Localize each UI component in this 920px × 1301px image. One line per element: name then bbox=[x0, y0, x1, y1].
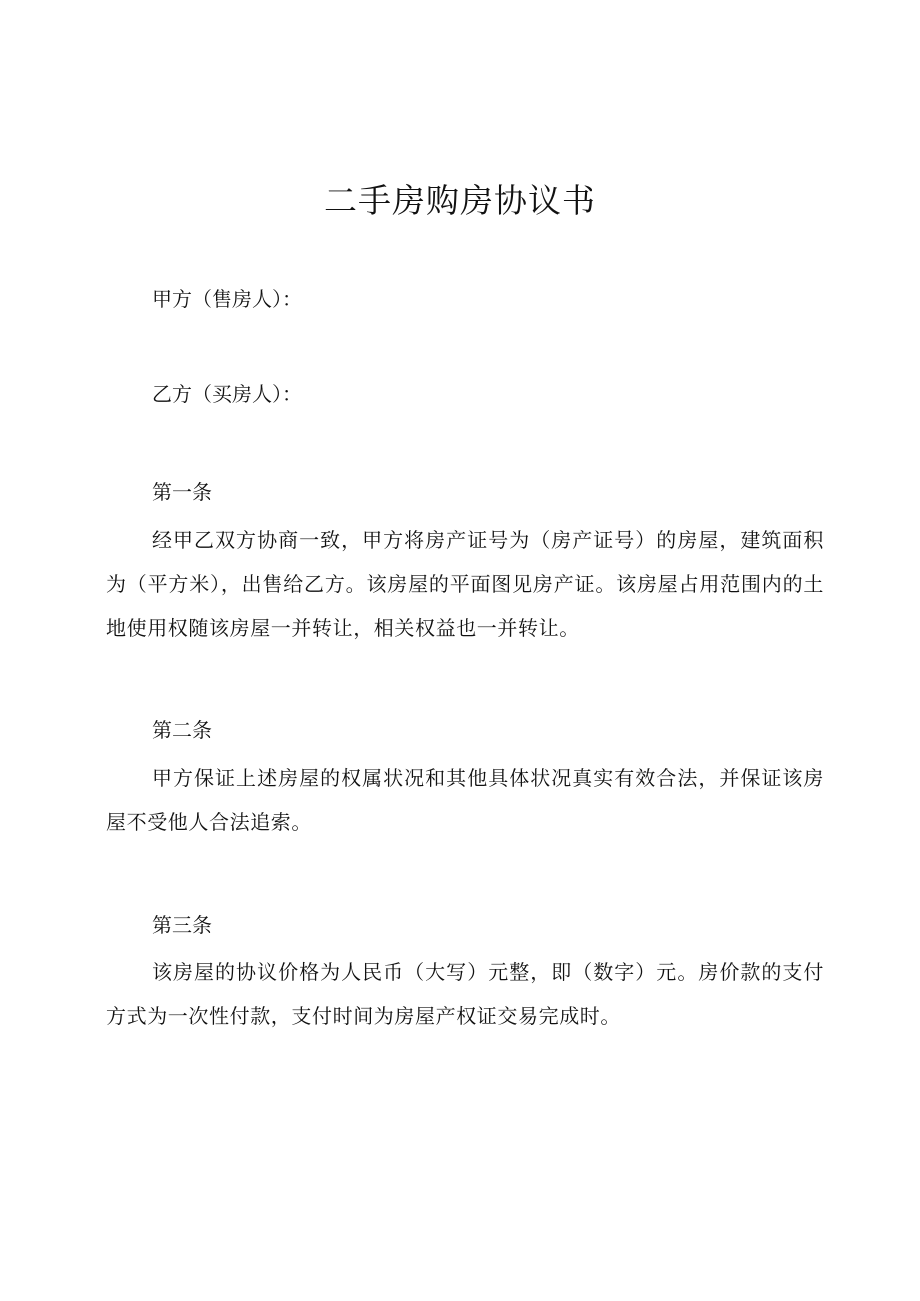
document-title: 二手房购房协议书 bbox=[324, 181, 596, 220]
party-a-label: 甲方（售房人）： bbox=[152, 287, 302, 311]
article-3-text: 该房屋的协议价格为人民币（大写）元整，即（数字）元。房价款的支付方式为一次性付款，支付时间为房屋产权证交易完成时。 bbox=[106, 960, 824, 1028]
article-3-heading: 第三条 bbox=[152, 913, 212, 937]
article-2-heading: 第二条 bbox=[152, 718, 212, 742]
article-2-text: 甲方保证上述房屋的权属状况和其他具体状况真实有效合法，并保证该房屋不受他人合法追索。 bbox=[106, 766, 824, 834]
article-1-text: 经甲乙双方协商一致，甲方将房产证号为（房产证号）的房屋，建筑面积为（平方米），出售给乙方。该房屋的平面图见房产证。该房屋占用范围内的土地使用权随该房屋一并转让，相关权益也一并转让。 bbox=[106, 528, 824, 640]
party-b-label: 乙方（买房人）： bbox=[152, 382, 302, 406]
article-1-heading: 第一条 bbox=[152, 480, 212, 504]
